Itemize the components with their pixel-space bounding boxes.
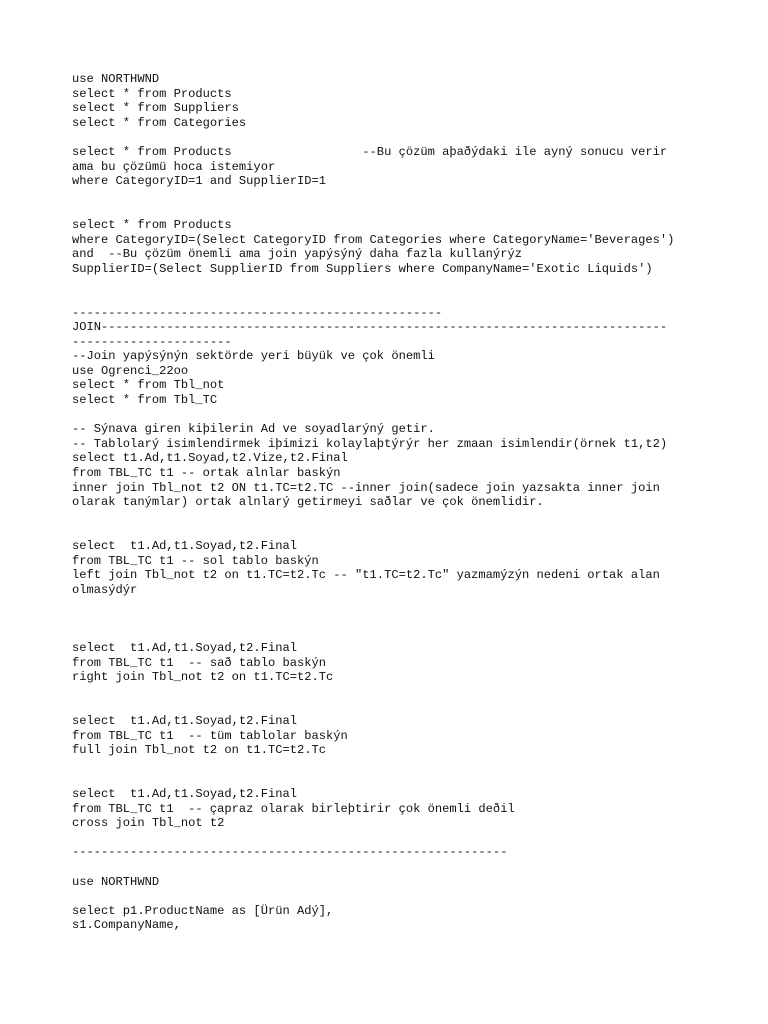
- text-line: -- Tablolarý isimlendirmek iþimizi kolaylaþtýrýr her zmaan isimlendir(örnek t1,t2): [72, 436, 668, 451]
- text-line: olarak tanýmlar) ortak alnlarý getirmeyi saðlar ve çok önemlidir.: [72, 495, 544, 510]
- text-line: select * from Categories: [72, 115, 247, 130]
- document-page: [72, 72, 712, 933]
- text-line: select * from Products: [72, 86, 232, 101]
- text-line: select * from Products --Bu çözüm aþaðýdaki ile ayný sonucu verir: [72, 144, 668, 159]
- text-line: from TBL_TC t1 -- çapraz olarak birleþtirir çok önemli deðil: [72, 801, 515, 816]
- text-line: use NORTHWND: [72, 72, 160, 86]
- text-line: and --Bu çözüm önemli ama join yapýsýný daha fazla kullanýrýz: [72, 247, 522, 262]
- text-line: [72, 408, 712, 423]
- text-line: left join Tbl_not t2 on t1.TC=t2.Tc -- "t1.TC=t2.Tc" yazmamýzýn nedeni ortak alan: [72, 568, 660, 583]
- text-line: use NORTHWND: [72, 874, 160, 889]
- text-line: select p1.ProductName as [Ürün Adý],: [72, 903, 334, 918]
- text-line: ---------------------------------------------------: [72, 305, 443, 320]
- text-line: SupplierID=(Select SupplierID from Suppliers where CompanyName='Exotic Liquids'): [72, 261, 653, 276]
- text-line: select t1.Ad,t1.Soyad,t2.Final: [72, 714, 297, 729]
- text-line: select * from Products: [72, 217, 232, 232]
- text-line: [72, 685, 712, 700]
- text-line: [72, 773, 712, 788]
- text-line: select * from Tbl_TC: [72, 393, 218, 408]
- text-line: select t1.Ad,t1.Soyad,t2.Vize,t2.Final: [72, 451, 348, 466]
- text-line: full join Tbl_not t2 on t1.TC=t2.Tc: [72, 743, 327, 758]
- text-line: [72, 627, 712, 642]
- text-line: [72, 860, 712, 875]
- text-line: -- Sýnava giren kiþilerin Ad ve soyadlarýný getir.: [72, 422, 435, 437]
- text-line: from TBL_TC t1 -- tüm tablolar baskýn: [72, 728, 348, 743]
- text-line: JOIN------------------------------------------------------------------------------: [72, 320, 668, 335]
- text-line: [72, 612, 712, 627]
- text-line: select t1.Ad,t1.Soyad,t2.Final: [72, 539, 297, 553]
- text-line: from TBL_TC t1 -- sað tablo baskýn: [72, 655, 327, 670]
- text-line: [72, 189, 712, 204]
- text-line: where CategoryID=(Select CategoryID from Categories where CategoryName='Beverages'): [72, 232, 675, 247]
- text-line: olmasýdýr: [72, 582, 138, 597]
- text-line: ----------------------: [72, 334, 232, 349]
- text-line: s1.CompanyName,: [72, 918, 181, 933]
- text-line: --Join yapýsýnýn sektörde yeri büyük ve çok önemli: [72, 349, 435, 364]
- text-line: ama bu çözümü hoca istemiyor: [72, 159, 276, 174]
- text-line: cross join Tbl_not t2: [72, 816, 225, 831]
- text-line: select * from Suppliers: [72, 101, 239, 116]
- text-line: select t1.Ad,t1.Soyad,t2.Final: [72, 641, 297, 656]
- text-line: from TBL_TC t1 -- sol tablo baskýn: [72, 553, 319, 568]
- text-line: where CategoryID=1 and SupplierID=1: [72, 174, 327, 189]
- text-line: right join Tbl_not t2 on t1.TC=t2.Tc: [72, 670, 334, 685]
- text-line: [72, 130, 712, 145]
- text-line: [72, 831, 712, 846]
- text-line: select * from Tbl_not: [72, 378, 225, 393]
- text-line: inner join Tbl_not t2 ON t1.TC=t2.TC --inner join(sadece join yazsakta inner join: [72, 480, 660, 495]
- text-line: [72, 700, 712, 715]
- text-line: [72, 510, 712, 525]
- text-line: use Ogrenci_22oo: [72, 363, 189, 378]
- text-line: ------------------------------------------------------------: [72, 845, 508, 860]
- text-line: [72, 597, 712, 612]
- text-line: [72, 889, 712, 904]
- text-line: [72, 203, 712, 218]
- text-line: from TBL_TC t1 -- ortak alnlar baskýn: [72, 466, 341, 481]
- text-line: [72, 524, 712, 539]
- text-line: [72, 291, 712, 306]
- text-line: [72, 276, 712, 291]
- text-line: select t1.Ad,t1.Soyad,t2.Final: [72, 787, 297, 802]
- text-line: [72, 758, 712, 773]
